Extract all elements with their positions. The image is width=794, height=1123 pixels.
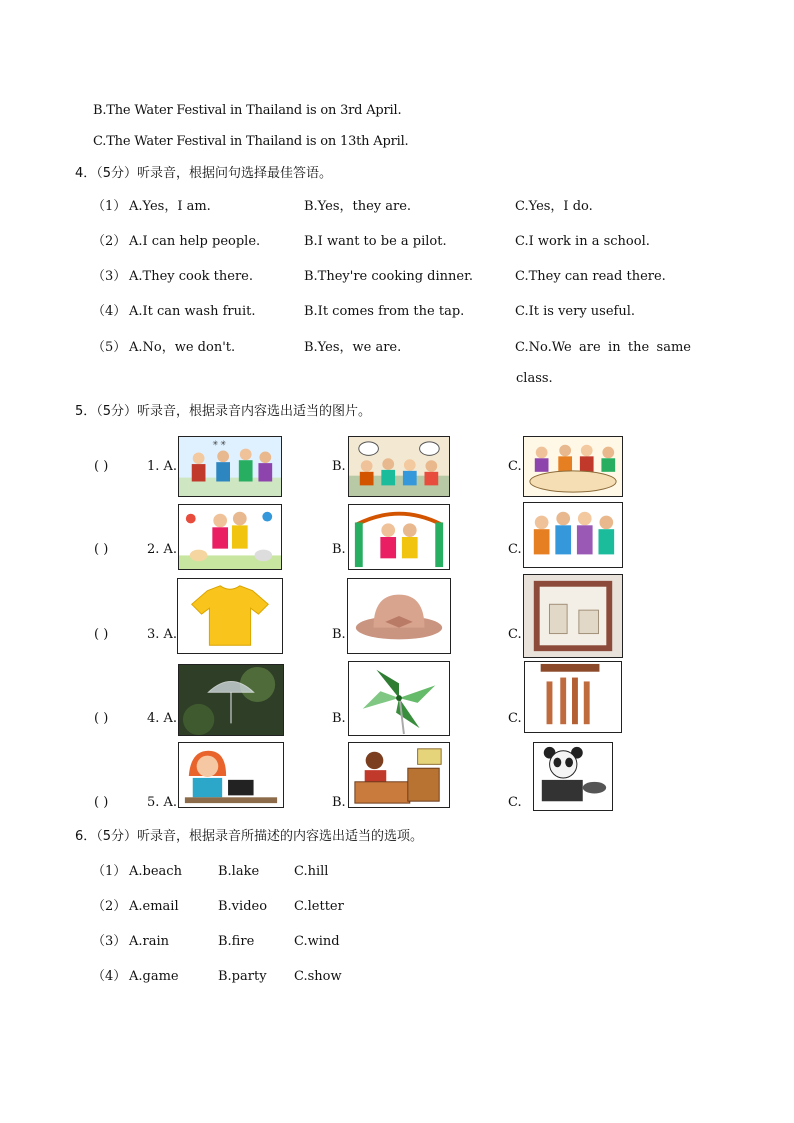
q6-row1-option-c: C.hill <box>294 864 329 879</box>
picture-glass-wind-chime <box>178 664 284 736</box>
q6-row4-option-b: B.party <box>218 969 267 984</box>
q6-row3-option-c: C.wind <box>294 934 340 949</box>
option-b-label: B. <box>332 711 346 726</box>
q4-row5-option-c-word: in <box>608 340 621 355</box>
option-c-label: C. <box>508 795 522 810</box>
q4-row5-option-a: A.No，we don't. <box>129 340 236 355</box>
q6-row3-num: （3） <box>92 934 127 949</box>
picture-pink-hat <box>347 578 451 654</box>
option-b-label: B. <box>332 542 346 557</box>
picture-yellow-tshirt <box>177 578 283 654</box>
answer-bracket[interactable]: ( ) <box>94 795 109 810</box>
picture-friends-chatting <box>348 436 450 497</box>
option-b-label: B. <box>332 459 346 474</box>
q5-item-num: 4. A. <box>147 711 178 726</box>
q4-row5-option-c-word: are <box>579 340 601 355</box>
picture-group-eating <box>523 436 623 497</box>
q6-row3-option-a: A.rain <box>129 934 170 949</box>
q4-row1-option-a: A.Yes，I am. <box>129 199 211 214</box>
q6-row2-option-c: C.letter <box>294 899 344 914</box>
answer-bracket[interactable]: ( ) <box>94 627 109 642</box>
q6-row1-num: （1） <box>92 864 127 879</box>
q3-option-b: B.The Water Festival in Thailand is on 3rd April. <box>93 103 402 118</box>
picture-kids-with-dogs <box>178 504 282 570</box>
q4-row5-option-c-cont: class. <box>516 371 553 386</box>
option-b-label: B. <box>332 627 346 642</box>
picture-woman-at-desk <box>348 742 450 808</box>
picture-panda-cooking <box>533 742 613 811</box>
q6-row1-option-b: B.lake <box>218 864 260 879</box>
picture-wooden-wind-chime <box>524 661 622 733</box>
q6-row4-option-c: C.show <box>294 969 342 984</box>
q4-row1-option-b: B.Yes，they are. <box>304 199 412 214</box>
picture-classmates <box>523 502 623 568</box>
q4-row5-option-b: B.Yes，we are. <box>304 340 402 355</box>
q4-row3-option-c: C.They can read there. <box>515 269 666 284</box>
q4-row3-option-b: B.They're cooking dinner. <box>304 269 474 284</box>
q4-row1-option-c: C.Yes，I do. <box>515 199 593 214</box>
q6-row2-option-b: B.video <box>218 899 268 914</box>
option-c-label: C. <box>508 627 522 642</box>
q4-row4-option-b: B.It comes from the tap. <box>304 304 465 319</box>
q5-item-num: 1. A. <box>147 459 178 474</box>
q4-row5-option-c-word: same <box>656 340 691 355</box>
option-c-label: C. <box>508 542 522 557</box>
q6-row4-num: （4） <box>92 969 127 984</box>
picture-school-gate <box>348 504 450 570</box>
q4-row5-option-c <box>515 340 691 356</box>
q6-heading: 6．（5分）听录音，根据录音所描述的内容选出适当的选项。 <box>75 829 424 844</box>
answer-bracket[interactable]: ( ) <box>94 542 109 557</box>
q4-row4-num: （4） <box>92 304 127 319</box>
q4-row5-num: （5） <box>92 340 127 355</box>
q5-heading: 5．（5分）听录音，根据录音内容选出适当的图片。 <box>75 404 372 419</box>
svg-text:✳ ✳: ✳ ✳ <box>212 439 227 448</box>
q4-row2-option-c: C.I work in a school. <box>515 234 650 249</box>
q4-row3-num: （3） <box>92 269 127 284</box>
option-c-label: C. <box>508 711 522 726</box>
q4-row2-option-a: A.I can help people. <box>129 234 261 249</box>
q4-row2-num: （2） <box>92 234 127 249</box>
q4-row2-option-b: B.I want to be a pilot. <box>304 234 447 249</box>
picture-friends-talking <box>178 436 282 497</box>
q4-heading: 4．（5分）听录音，根据问句选择最佳答语。 <box>75 166 333 181</box>
q5-item-num: 3. A. <box>147 627 178 642</box>
answer-bracket[interactable]: ( ) <box>94 711 109 726</box>
picture-girl-at-computer <box>178 742 284 808</box>
q6-row3-option-b: B.fire <box>218 934 255 949</box>
q6-row4-option-a: A.game <box>129 969 179 984</box>
q4-row3-option-a: A.They cook there. <box>129 269 254 284</box>
q4-row4-option-c: C.It is very useful. <box>515 304 636 319</box>
answer-bracket[interactable]: ( ) <box>94 459 109 474</box>
picture-popup-card <box>523 574 623 658</box>
q6-row1-option-a: A.beach <box>129 864 182 879</box>
option-c-label: C. <box>508 459 522 474</box>
q4-row1-num: （1） <box>92 199 127 214</box>
q5-item-num: 2. A. <box>147 542 178 557</box>
q3-option-c: C.The Water Festival in Thailand is on 13th April. <box>93 134 409 149</box>
q4-row5-option-c-word: C.No.We <box>515 340 572 355</box>
q4-row4-option-a: A.It can wash fruit. <box>129 304 256 319</box>
q6-row2-num: （2） <box>92 899 127 914</box>
option-b-label: B. <box>332 795 346 810</box>
q5-item-num: 5. A. <box>147 795 178 810</box>
picture-pinwheel <box>348 661 450 736</box>
q4-row5-option-c-word: the <box>627 340 650 355</box>
q6-row2-option-a: A.email <box>129 899 179 914</box>
